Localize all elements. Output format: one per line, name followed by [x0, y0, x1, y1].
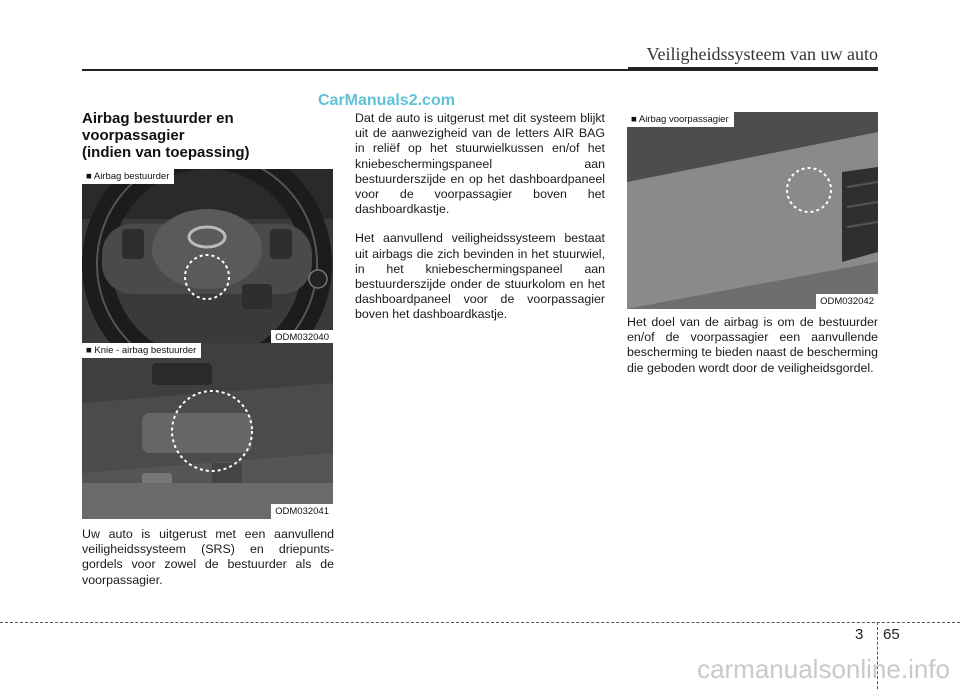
figure-knee-airbag [82, 343, 333, 519]
footer-rule [0, 622, 960, 623]
figure-label: ■ Knie - airbag bestuurder [82, 343, 201, 358]
heading-line-2: voorpassagier [82, 127, 185, 144]
paragraph: Uw auto is uitgerust met een aanvullend veiligheidssysteem (SRS) en driepunts-gordels voor zowel de bestuurder als de voorpassagier. [82, 527, 334, 587]
figure-code: ODM032041 [271, 504, 333, 519]
figure-steering-wheel [82, 169, 333, 345]
header-rule-accent [628, 67, 878, 71]
knee-airbag-illustration [82, 343, 333, 519]
watermark-top[interactable]: CarManuals2.com [318, 92, 455, 109]
column-1-body [82, 527, 334, 588]
paragraph-1: Dat de auto is uitgerust met dit systeem blijkt uit de aanwezigheid van de letters AIR BAG in reliëf op het stuurwielkussen en/of het kniebeschermingspaneel aan bestuurderszijde en op het dashboardpaneel voor de voorpassagier boven het dashboardkastje. [355, 111, 605, 217]
figure-code: ODM032042 [816, 294, 878, 309]
figure-label: ■ Airbag bestuurder [82, 169, 174, 184]
running-header: Veiligheidssysteem van uw auto [646, 44, 878, 64]
figure-code: ODM032040 [271, 330, 333, 345]
heading-line-3: (indien van toepassing) [82, 144, 250, 161]
steering-wheel-illustration [82, 169, 333, 345]
column-3-body [627, 315, 878, 376]
figure-label: ■ Airbag voorpassagier [627, 112, 734, 127]
column-2-body [355, 111, 605, 323]
watermark-bottom[interactable]: carmanualsonline.info [697, 654, 950, 684]
chapter-number: 3 [855, 626, 864, 643]
page-number: 65 [883, 626, 900, 643]
figure-passenger-airbag [627, 112, 878, 309]
section-heading [82, 110, 332, 161]
passenger-airbag-illustration [627, 112, 878, 309]
paragraph-2: Het aanvullend veiligheidssysteem bestaat uit airbags die zich bevinden in het stuurwiel, in het kniebeschermingspaneel aan bestuurderszijde onder de stuurkolom en het dashboardpaneel voor de voorpassagier boven het dashboardkastje. [355, 231, 605, 322]
paragraph: Het doel van de airbag is om de bestuurder en/of de voorpassagier een aanvullende bescherming te bieden naast de bescherming die geboden wordt door de veiligheidsgordel. [627, 315, 878, 375]
heading-line-1: Airbag bestuurder en [82, 110, 234, 127]
